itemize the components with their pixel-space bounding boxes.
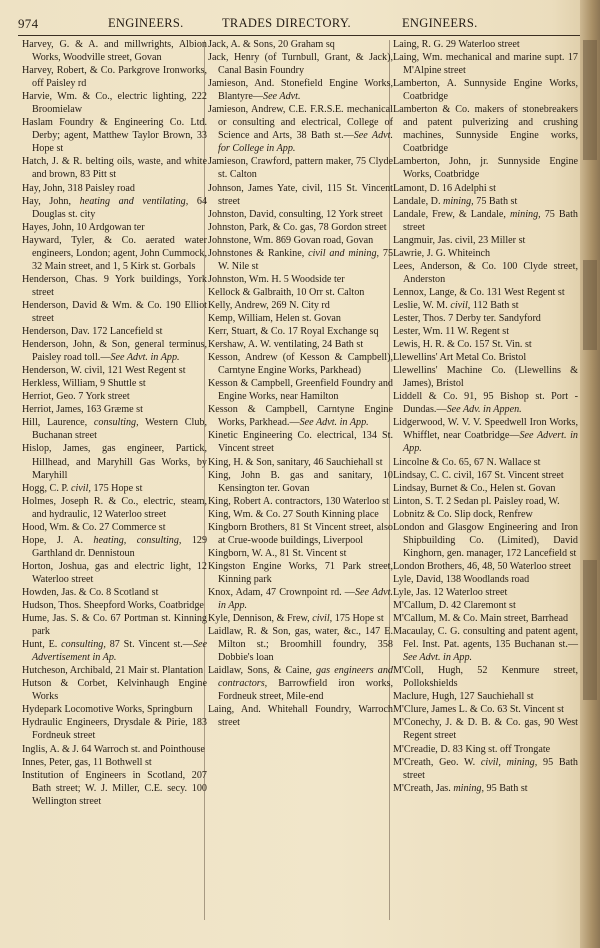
directory-entry: Hutson & Corbet, Kelvinhaugh Engine Works <box>22 678 207 703</box>
directory-entry: Lennox, Lange, & Co. 131 West Regent st <box>393 286 565 298</box>
directory-entry: Kinetic Engineering Co. electrical, 134 St. Vincent street <box>208 430 393 455</box>
header-rule <box>18 35 580 36</box>
directory-entry: Hatch, J. & R. belting oils, waste, and white and brown, 83 Pitt st <box>22 156 207 181</box>
directory-entry: Kellock & Galbraith, 10 Orr st. Calton <box>208 286 365 298</box>
directory-entry: Hogg, C. P. civil, 175 Hope st <box>22 482 143 494</box>
directory-entry: Lincolne & Co. 65, 67 N. Wallace st <box>393 456 541 468</box>
directory-entry: Institution of Engineers in Scotland, 207 Bath street; W. J. Miller, C.E. secy. 100 Wellington street <box>22 769 207 807</box>
directory-entry: Jack, A. & Sons, 20 Graham sq <box>208 39 335 50</box>
directory-entry: Laidlaw, R. & Son, gas, water, &c., 147 E. Milton st.; Broomhill foundry, 358 Dobbie's loan <box>208 626 393 664</box>
directory-entry: Kingborn, W. A., 81 St. Vincent st <box>208 547 347 559</box>
directory-entry: Hutcheson, Archibald, 21 Mair st. Plantation <box>22 665 204 677</box>
directory-entry: King, H. & Son, sanitary, 46 Sauchiehall st <box>208 456 383 468</box>
directory-entry: Knox, Adam, 47 Crownpoint rd. —See Advt. in App. <box>208 586 394 612</box>
directory-entry: Lidgerwood, W. V. V. Speedwell Iron Works, Whifflet, near Coatbridge—See Advert. in App. <box>393 417 578 455</box>
directory-entry: Hislop, James, gas engineer, Partick, Hillhead, and Maryhill Gas Works, by Maryhill <box>22 443 207 481</box>
directory-entry: Johnson, James Yate, civil, 115 St. Vincent street <box>208 182 393 207</box>
directory-entry: Hay, John, heating and ventilating, 64 Douglas st. city <box>22 195 208 220</box>
directory-entry: Hill, Laurence, consulting, Western Club, Buchanan street <box>22 417 207 442</box>
directory-entry: Macaulay, C. G. consulting and patent agent, Fel. Inst. Pat. agents, 135 Buchanan st.—See Advt. in App. <box>393 626 578 664</box>
directory-entry: Harvey, Robert, & Co. Parkgrove Ironworks, off Paisley rd <box>22 65 207 90</box>
directory-entry: Kemp, William, Helen st. Govan <box>208 312 341 324</box>
directory-entry: Hayes, John, 10 Ardgowan ter <box>22 221 145 233</box>
directory-entry: Lindsay, Burnet & Co., Helen st. Govan <box>393 482 556 494</box>
directory-entry: M'Callum, D. 42 Claremont st <box>393 600 516 612</box>
directory-entry: Lobnitz & Co. Slip dock, Renfrew <box>393 508 533 520</box>
page-edge-shadow <box>583 40 597 160</box>
directory-entry: M'Callum, M. & Co. Main street, Barrhead <box>393 613 569 625</box>
page-header <box>12 16 584 34</box>
directory-entry: Kesson & Campbell, Greenfield Foundry and Engine Works, near Hamilton <box>208 378 393 403</box>
directory-entry: Kershaw, A. W. ventilating, 24 Bath st <box>208 339 364 351</box>
page-edge-shadow <box>583 560 597 700</box>
column-1 <box>22 38 207 808</box>
directory-entry: Hunt, E. consulting, 87 St. Vincent st.—See Advertisement in Ap. <box>22 639 207 664</box>
directory-entry: Herriot, Geo. 7 York street <box>22 391 130 403</box>
directory-entry: Laing, Wm. mechanical and marine supt. 17 M'Alpine street <box>393 52 578 77</box>
directory-entry: Maclure, Hugh, 127 Sauchiehall st <box>393 691 534 703</box>
directory-entry: Hydraulic Engineers, Drysdale & Pirie, 183 Fordneuk street <box>22 717 207 742</box>
directory-entry: Henderson, David & Wm. & Co. 190 Elliot street <box>22 299 207 324</box>
header-right-title: ENGINEERS. <box>402 16 478 30</box>
directory-entry: Kingborn Brothers, 81 St Vincent street, also at Crue-woode buildings, Liverpool <box>208 521 393 546</box>
directory-entry: Lester, Thos. 7 Derby ter. Sandyford <box>393 312 541 324</box>
directory-entry: Howden, Jas. & Co. 8 Scotland st <box>22 586 159 598</box>
directory-entry: Lamont, D. 16 Adelphi st <box>393 182 496 194</box>
directory-entry: Lamberton, John, jr. Sunnyside Engine Works, Coatbridge <box>393 156 578 181</box>
directory-entry: Henderson, John, & Son, general terminus, Paisley road toll.—See Advt. in App. <box>22 339 207 364</box>
directory-entry: Lamberton, A. Sunnyside Engine Works, Coatbridge <box>393 78 578 103</box>
directory-entry: Henderson, Dav. 172 Lancefield st <box>22 326 163 338</box>
directory-entry: Langmuir, Jas. civil, 23 Miller st <box>393 234 526 246</box>
directory-entry: Hood, Wm. & Co. 27 Commerce st <box>22 521 166 533</box>
directory-entry: Harvey, G. & A. and millwrights, Albion Works, Woodville street, Govan <box>22 39 207 64</box>
directory-entry: Leslie, W. M. civil, 112 Bath st <box>393 299 519 311</box>
directory-entry: Holmes, Joseph R. & Co., electric, steam, and hydraulic, 12 Waterloo street <box>22 495 207 520</box>
directory-entry: King, Robert A. contractors, 130 Waterloo st <box>208 495 389 507</box>
directory-entry: Laing, And. Whitehall Foundry, Warroch street <box>208 704 393 729</box>
directory-entry: M'Creath, Jas. mining, 95 Bath st <box>393 782 528 794</box>
directory-entry: King, Wm. & Co. 27 South Kinning place <box>208 508 379 520</box>
directory-entry: Herriot, James, 163 Græme st <box>22 404 143 416</box>
directory-entry: M'Conechy, J. & D. B. & Co. gas, 90 West Regent street <box>393 717 578 742</box>
directory-entry: Laing, R. G. 29 Waterloo street <box>393 39 520 50</box>
directory-entry: Johnston, David, consulting, 12 York street <box>208 208 383 220</box>
directory-entry: Henderson, Chas. 9 York buildings, York street <box>22 273 207 298</box>
directory-entry: Herkless, William, 9 Shuttle st <box>22 378 146 390</box>
directory-entry: Lyle, David, 138 Woodlands road <box>393 573 530 585</box>
directory-entry: Liddell & Co. 91, 95 Bishop st. Port - Dundas.—See Adv. in Appen. <box>393 391 578 416</box>
directory-entry: M'Coll, Hugh, 52 Kenmure street, Pollokshields <box>393 665 578 690</box>
directory-entry: Kerr, Stuart, & Co. 17 Royal Exchange sq <box>208 326 379 338</box>
directory-entry: Kyle, Dennison, & Frew, civil, 175 Hope st <box>208 613 384 625</box>
directory-entry: Henderson, W. civil, 121 West Regent st <box>22 365 186 377</box>
column-2 <box>208 38 393 729</box>
directory-entry: Johnstone, Wm. 869 Govan road, Govan <box>208 234 374 246</box>
directory-entry: Kingston Engine Works, 71 Park street, Kinning park <box>208 560 393 585</box>
directory-entry: Kelly, Andrew, 269 N. City rd <box>208 299 330 311</box>
column-3 <box>393 38 578 795</box>
directory-entry: Lewis, H. R. & Co. 157 St. Vin. st <box>393 339 532 351</box>
directory-entry: Lyle, Jas. 12 Waterloo street <box>393 586 508 598</box>
directory-entry: Johnstones & Rankine, civil and mining, 75 W. Nile st <box>208 247 394 272</box>
directory-entry: Haslam Foundry & Engineering Co. Ltd. Derby; agent, Matthew Taylor Brown, 33 Hope st <box>22 117 207 155</box>
directory-entry: Horton, Joshua, gas and electric light, 12 Waterloo street <box>22 560 207 585</box>
directory-entry: Jamieson, Crawford, pattern maker, 75 Clyde st. Calton <box>208 156 393 181</box>
directory-entry: Kesson & Campbell, Carntyne Engine Works, Parkhead.—See Advt. in App. <box>208 404 393 429</box>
page-number: 974 <box>18 16 39 31</box>
header-center-title: TRADES DIRECTORY. <box>222 16 351 30</box>
page-edge-shadow <box>583 260 597 350</box>
directory-entry: Hydepark Locomotive Works, Springburn <box>22 704 193 716</box>
directory-entry: Jamieson, And. Stonefield Engine Works, Blantyre—See Advt. <box>208 78 393 103</box>
directory-entry: Johnston, Wm. H. 5 Woodside ter <box>208 273 345 285</box>
directory-entry: Landale, D. mining, 75 Bath st <box>393 195 518 207</box>
directory-entry: King, John B. gas and sanitary, 10 Kensington ter. Govan <box>208 469 393 494</box>
directory-entry: Linton, S. T. 2 Sedan pl. Paisley road, W. <box>393 495 560 507</box>
directory-entry: M'Clure, James L. & Co. 63 St. Vincent st <box>393 704 564 716</box>
directory-entry: Lester, Wm. 11 W. Regent st <box>393 326 510 338</box>
directory-entry: Lamberton & Co. makers of stonebreakers and patent pulverizing and crushing machines, Sunnyside Engine works, Coatbridge <box>393 104 578 155</box>
directory-entry: Hayward, Tyler, & Co. aerated water engineers, London; agent, John Cummock, 32 Main street, and 1, 5 Kirk st. Gorbals <box>22 234 207 272</box>
directory-entry: Inglis, A. & J. 64 Warroch st. and Pointhouse <box>22 743 205 755</box>
directory-entry: Hudson, Thos. Sheepford Works, Coatbridge <box>22 600 204 612</box>
directory-entry: Llewellins' Art Metal Co. Bristol <box>393 352 527 364</box>
directory-entry: Hume, Jas. S. & Co. 67 Portman st. Kinning park <box>22 613 207 638</box>
directory-entry: Harvie, Wm. & Co., electric lighting, 222 Broomielaw <box>22 91 207 116</box>
directory-entry: Hope, J. A. heating, consulting, 129 Garthland dr. Dennistoun <box>22 534 208 559</box>
directory-entry: Johnston, Park, & Co. gas, 78 Gordon street <box>208 221 387 233</box>
header-left-title: ENGINEERS. <box>108 16 184 30</box>
directory-entry: Lawrie, J. G. Whiteinch <box>393 247 491 259</box>
directory-entry: Kesson, Andrew (of Kesson & Campbell), Carntyne Engine Works, Parkhead) <box>208 352 393 377</box>
directory-entry: Innes, Peter, gas, 11 Bothwell st <box>22 756 152 768</box>
directory-entry: London Brothers, 46, 48, 50 Waterloo street <box>393 560 572 572</box>
directory-entry: M'Creath, Geo. W. civil, mining, 95 Bath street <box>393 756 578 781</box>
directory-entry: Hay, John, 318 Paisley road <box>22 182 135 194</box>
directory-entry: Landale, Frew, & Landale, mining, 75 Bath street <box>393 208 578 233</box>
directory-entry: Jamieson, Andrew, C.E. F.R.S.E. mechanical or consulting and electrical, College of Science and Arts, 38 Bath st.—See Advt. for College in App. <box>208 104 393 155</box>
directory-entry: Lees, Anderson, & Co. 100 Clyde street, Anderston <box>393 260 578 285</box>
directory-entry: Laidlaw, Sons, & Caine, gas engineers and contractors, Barrowfield iron works, Fordneuk street, Mile-end <box>208 665 393 703</box>
directory-entry: M'Creadie, D. 83 King st. off Trongate <box>393 743 551 755</box>
directory-entry: Jack, Henry (of Turnbull, Grant, & Jack), Canal Basin Foundry <box>208 52 393 77</box>
directory-entry: Lindsay, C. C. civil, 167 St. Vincent street <box>393 469 564 481</box>
directory-entry: Llewellins' Machine Co. (Llewellins & James), Bristol <box>393 365 578 390</box>
directory-entry: London and Glasgow Engineering and Iron Shipbuilding Co. (Limited), David Kinghorn, gen. manager, 172 Lancefield st <box>393 521 578 559</box>
